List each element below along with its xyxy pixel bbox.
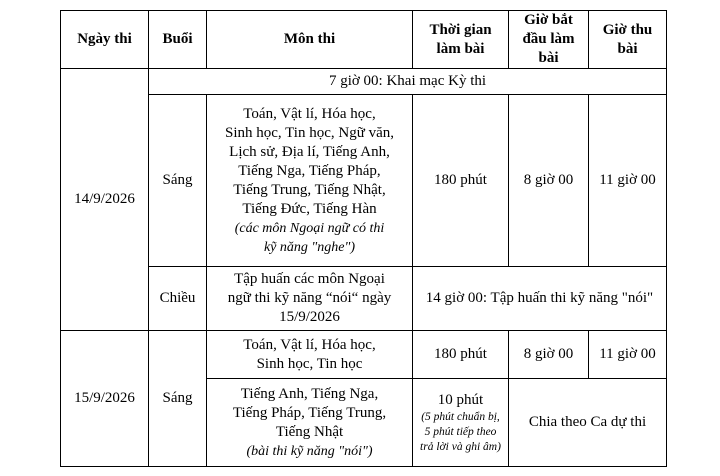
day2-row1-subjects: Toán, Vật lí, Hóa học, Sinh học, Tin học xyxy=(207,331,413,379)
table-row xyxy=(61,69,667,95)
header-end-time: Giờ thu bài xyxy=(589,11,667,69)
day2-row1-duration: 180 phút xyxy=(413,331,509,379)
header-start-time: Giờ bắt đầu làm bài xyxy=(509,11,589,69)
header-subject: Môn thi xyxy=(207,11,413,69)
day2-row2-duration: 10 phút (5 phút chuẩn bị, 5 phút tiếp theo trả lời và ghi âm) xyxy=(413,379,509,467)
day2-session: Sáng xyxy=(149,331,207,467)
day1-afternoon-subject: Tập huấn các môn Ngoại ngữ thi kỹ năng “nói“ ngày 15/9/2026 xyxy=(207,267,413,331)
day2-row1-start: 8 giờ 00 xyxy=(509,331,589,379)
day2-date: 15/9/2026 xyxy=(61,331,149,467)
table-row xyxy=(61,331,667,379)
header-row xyxy=(61,11,667,69)
day1-morning-start: 8 giờ 00 xyxy=(509,95,589,267)
day1-afternoon-session: Chiều xyxy=(149,267,207,331)
table-row xyxy=(61,267,667,331)
day1-afternoon-training: 14 giờ 00: Tập huấn thi kỹ năng "nói" xyxy=(413,267,667,331)
day1-morning-session: Sáng xyxy=(149,95,207,267)
day1-morning-end: 11 giờ 00 xyxy=(589,95,667,267)
day2-row2-subjects: Tiếng Anh, Tiếng Nga, Tiếng Pháp, Tiếng Trung, Tiếng Nhật (bài thi kỹ năng "nói") xyxy=(207,379,413,467)
day1-date: 14/9/2026 xyxy=(61,69,149,331)
header-date: Ngày thi xyxy=(61,11,149,69)
exam-schedule-table xyxy=(60,10,667,467)
header-duration: Thời gian làm bài xyxy=(413,11,509,69)
day1-morning-duration: 180 phút xyxy=(413,95,509,267)
day2-row2-schedule: Chia theo Ca dự thi xyxy=(509,379,667,467)
day1-morning-subjects: Toán, Vật lí, Hóa học, Sinh học, Tin học, Ngữ văn, Lịch sử, Địa lí, Tiếng Anh, Tiếng Nga, Tiếng Pháp, Tiếng Trung, Tiếng Nhật, Tiếng Đức, Tiếng Hàn (các môn Ngoại ngữ có thi kỹ năng "nghe") xyxy=(207,95,413,267)
day2-row1-end: 11 giờ 00 xyxy=(589,331,667,379)
opening-ceremony: 7 giờ 00: Khai mạc Kỳ thi xyxy=(149,69,667,95)
header-session: Buổi xyxy=(149,11,207,69)
table-row xyxy=(61,95,667,267)
